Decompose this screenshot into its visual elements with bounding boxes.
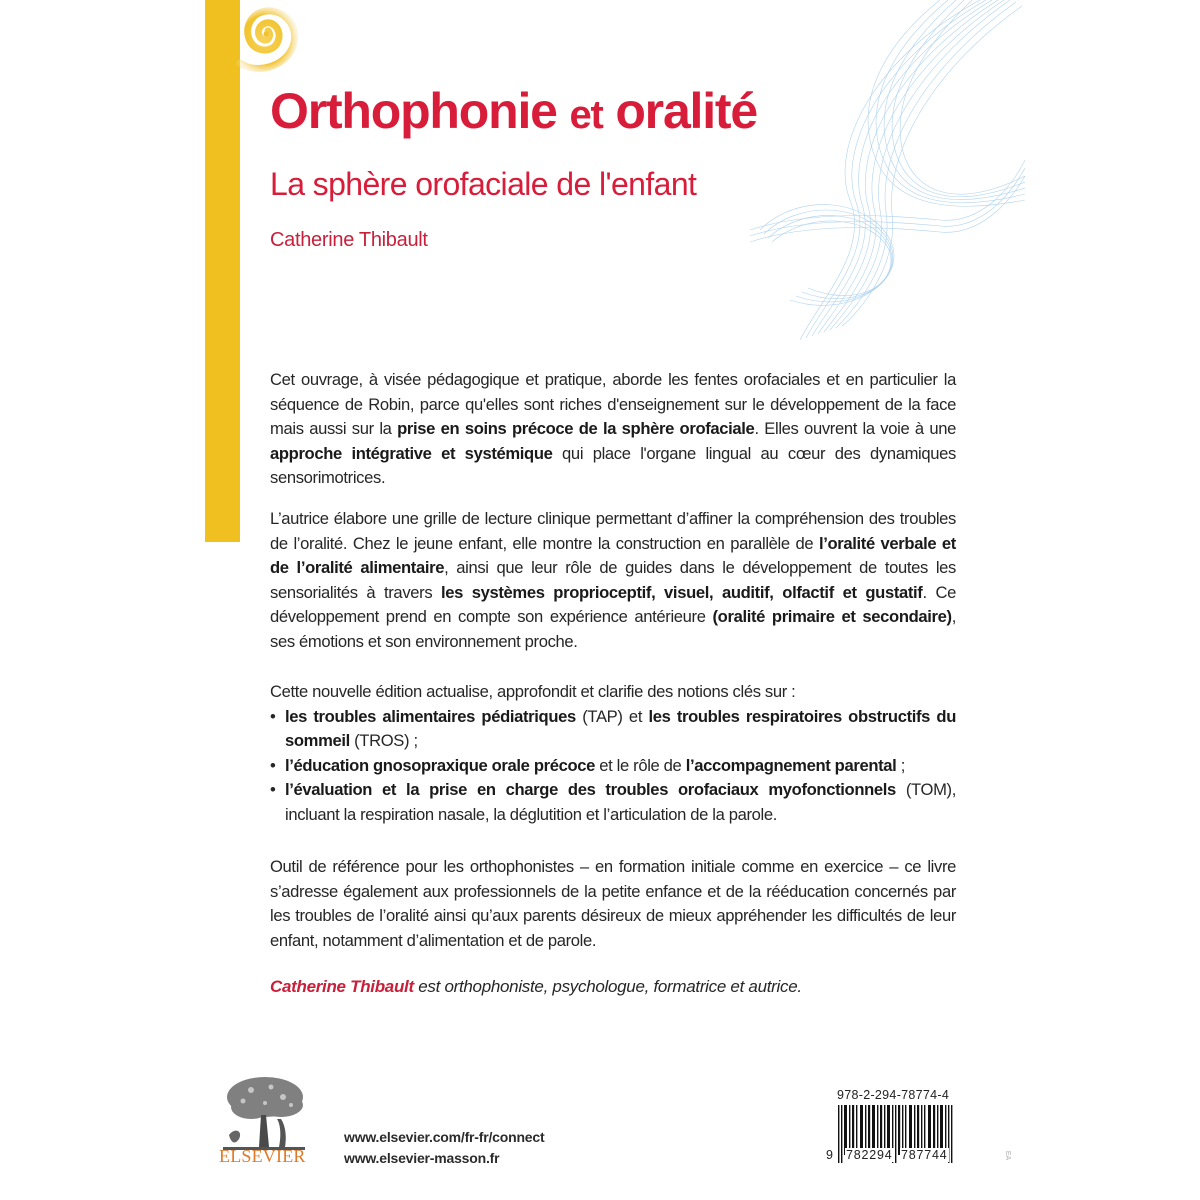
text: (TAP) et bbox=[575, 706, 649, 726]
bold-text: l’oralité verbale et de l’oralité alimentaire bbox=[270, 533, 956, 578]
author-bio-text: est orthophoniste, psychologue, formatrice et autrice. bbox=[413, 977, 802, 996]
text: ; bbox=[896, 755, 905, 775]
text: et le rôle de bbox=[595, 755, 686, 775]
bold-text: l’éducation gnosopraxique orale précoce bbox=[285, 755, 596, 775]
text: Cet ouvrage, à visée pédagogique et pratique, aborde les fentes orofaciales et en particulier la séquence de Robin, parce qu'elles sont riches d'enseignement sur le développement de la face mais aussi sur la bbox=[270, 370, 956, 439]
publisher-urls bbox=[344, 1127, 544, 1169]
book-author: Catherine Thibault bbox=[270, 229, 428, 251]
bold-text: prise en soins précoce de la sphère orofaciale bbox=[397, 419, 755, 439]
bold-text: l’accompagnement parental bbox=[685, 755, 897, 775]
list-item bbox=[270, 778, 956, 827]
title-connector: et bbox=[569, 93, 603, 137]
list-item bbox=[270, 754, 956, 779]
spiral-logo-icon bbox=[236, 5, 298, 77]
url-elsevier-connect[interactable]: www.elsevier.com/fr-fr/connect bbox=[344, 1129, 545, 1145]
book-subtitle: La sphère orofaciale de l'enfant bbox=[270, 166, 697, 202]
barcode-right-digits: 787744 bbox=[901, 1148, 948, 1162]
bold-text: approche intégrative et systémique bbox=[270, 443, 553, 463]
description-paragraph-4: Outil de référence pour les orthophonistes – en formation initiale comme en exercice – ce livre s’adresse également aux professionnels de la petite enfance et de la rééducation concernés par les troubles de l’oralité ainsi qu’aux parents désireux de mieux appréhender les difficultés de leur enfant, notamment d’alimentation et de parole. bbox=[270, 857, 956, 950]
list-item bbox=[270, 705, 956, 754]
description-paragraph-1 bbox=[270, 368, 956, 491]
bold-text: les troubles respiratoires obstructifs du sommeil bbox=[285, 706, 956, 751]
series-band-text-anchor bbox=[205, 148, 265, 1084]
publisher-name: ELSEVIER bbox=[219, 1146, 306, 1166]
bold-text: l’évaluation et la prise en charge des troubles orofaciaux myofonctionnels bbox=[285, 780, 896, 800]
text: . Ce développement prend en compte son expérience antérieure bbox=[270, 582, 956, 627]
text: (TROS) ; bbox=[349, 731, 418, 751]
barcode-left-digits: 782294 bbox=[846, 1148, 893, 1162]
barcode-first-digit: 9 bbox=[826, 1148, 834, 1162]
wave-lines-decoration-icon bbox=[740, 0, 1025, 340]
description-paragraph-3 bbox=[270, 680, 956, 828]
text: (TOM), incluant la respiration nasale, la déglutition et l’articulation de la parole. bbox=[285, 780, 956, 824]
text: . Elles ouvrent la voie à une bbox=[754, 419, 956, 439]
text: qui place l'organe lingual au cœur des dynamiques sensorimotrices. bbox=[270, 443, 956, 488]
bold-text: (oralité primaire et secondaire) bbox=[712, 607, 952, 627]
series-label: ORTHOPHONIE bbox=[235, 148, 265, 520]
description-paragraph-2 bbox=[270, 507, 956, 655]
list-intro: Cette nouvelle édition actualise, approfondit et clarifie des notions clés sur : bbox=[270, 682, 796, 701]
title-part-2: oralité bbox=[615, 83, 757, 139]
book-title bbox=[270, 83, 757, 139]
text: , ainsi que leur rôle de guides dans le développement de toutes les sensorialités à travers bbox=[270, 558, 956, 602]
key-notions-list bbox=[270, 705, 956, 828]
bold-text: les troubles alimentaires pédiatriques bbox=[285, 706, 576, 726]
isbn-number: 978-2-294-78774-4 bbox=[837, 1088, 950, 1102]
bold-text: les systèmes proprioceptif, visuel, auditif, olfactif et gustatif bbox=[440, 582, 923, 602]
text: , ses émotions et son environnement proche. bbox=[270, 607, 956, 651]
edition-code: EA bbox=[1004, 1150, 1012, 1161]
author-bio-name: Catherine Thibault bbox=[270, 977, 414, 996]
text: L’autrice élabore une grille de lecture clinique permettant d’affiner la compréhension des troubles de l’oralité. Chez le jeune enfant, elle montre la construction en parallèle de bbox=[270, 509, 956, 553]
title-part-1: Orthophonie bbox=[270, 83, 557, 139]
url-elsevier-masson[interactable]: www.elsevier-masson.fr bbox=[344, 1150, 500, 1166]
author-bio bbox=[270, 977, 802, 997]
